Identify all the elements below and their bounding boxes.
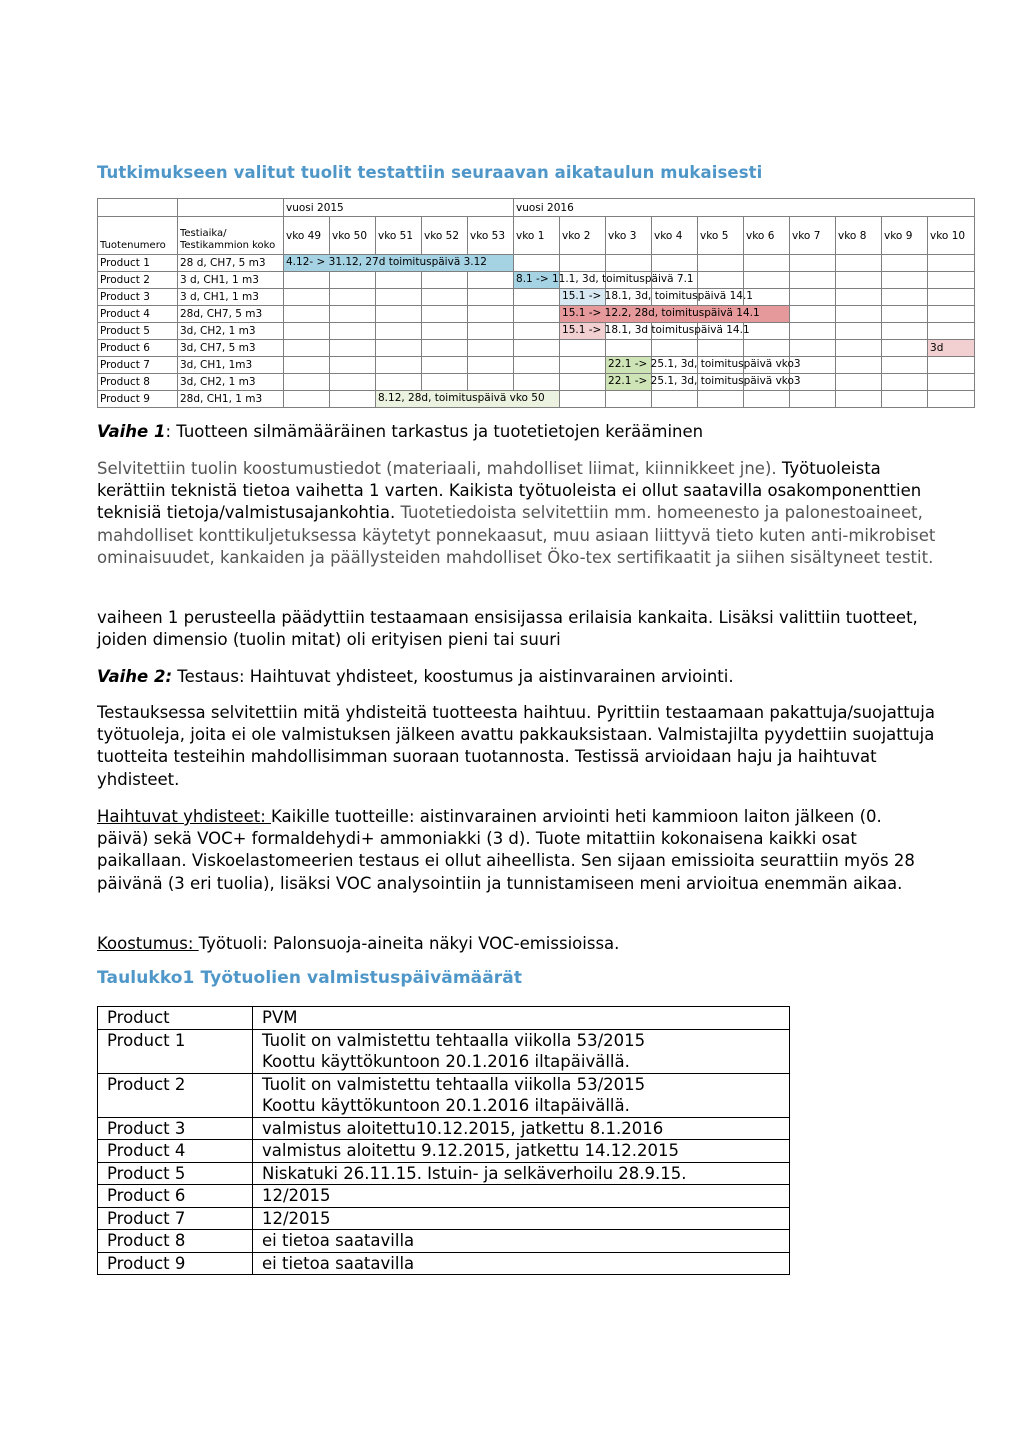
schedule-bar: 8.12, 28d, toimituspäivä vko 50 bbox=[376, 391, 560, 408]
schedule-bar: 22.1 -> 25.1, 3d, toimituspäivä vko3 bbox=[606, 374, 652, 391]
col-test-header: Testiaika/ Testikammion koko bbox=[178, 217, 284, 255]
week-header: vko 53 bbox=[468, 217, 514, 255]
week-header: vko 9 bbox=[882, 217, 928, 255]
test-cell: 3d, CH2, 1 m3 bbox=[178, 374, 284, 391]
table-row bbox=[98, 1140, 790, 1163]
product-cell: Product 1 bbox=[98, 1029, 253, 1073]
week-header: vko 4 bbox=[652, 217, 698, 255]
test-cell: 3 d, CH1, 1 m3 bbox=[178, 289, 284, 306]
schedule-bar: 15.1 -> 12.2, 28d, toimituspäivä 14.1 bbox=[560, 306, 790, 323]
schedule-bar: 15.1 -> 18.1, 3d toimituspäivä 14.1 bbox=[560, 323, 606, 340]
schedule-bar: 22.1 -> 25.1, 3d, toimituspäivä vko3 bbox=[606, 357, 652, 374]
week-header: vko 8 bbox=[836, 217, 882, 255]
table-row bbox=[98, 1230, 790, 1253]
schedule-row bbox=[98, 289, 975, 306]
product-cell: Product 2 bbox=[98, 1073, 253, 1117]
product-cell: Product 3 bbox=[98, 289, 178, 306]
table-header-row bbox=[98, 1007, 790, 1030]
year-2016: vuosi 2016 bbox=[514, 199, 975, 217]
table-caption: Taulukko1 Työtuolien valmistuspäivämäärät bbox=[97, 968, 523, 988]
product-cell: Product 7 bbox=[98, 357, 178, 374]
week-header: vko 2 bbox=[560, 217, 606, 255]
header-empty bbox=[98, 199, 178, 217]
schedule-row bbox=[98, 340, 975, 357]
product-cell: Product 5 bbox=[98, 323, 178, 340]
week-header: vko 5 bbox=[698, 217, 744, 255]
haihtuvat-paragraph: Haihtuvat yhdisteet: Kaikille tuotteille: aistinvarainen arviointi heti kammioon laiton jälkeen (0. päivä) sekä VOC+ formaldehydi+ ammoniakki (3 d). Tuote mitattiin kokonaisena kaikki osat paikallaan. Viskoelastomeerien testaus ei ollut aiheellista. Sen sijaan emissioita seurattiin myös 28 päivänä (3 eri tuolia), lisäksi VOC analysointiin ja tunnistamiseen meni arvioitua enemmän aikaa. bbox=[97, 807, 915, 893]
pvm-cell: 12/2015 bbox=[253, 1185, 790, 1208]
product-cell: Product 6 bbox=[98, 340, 178, 357]
product-cell: Product 4 bbox=[98, 306, 178, 323]
schedule-bar: 4.12- > 31.12, 27d toimituspäivä 3.12 bbox=[284, 255, 514, 272]
vaihe1-paragraph: Selvitettiin tuolin koostumustiedot (materiaali, mahdolliset liimat, kiinnikkeet jne). Työtuoleista kerättiin teknistä tietoa vaihetta 1 varten. Kaikista työtuoleista ei ollut saatavilla osakomponenttien teknisiä tietoja/valmistusajankohtia. Tuotetiedoista selvitettiin mm. homeenesto ja palonestoaineet, mahdolliset konttikuljetuksessa käytetyt ponnekaasut, muu asiaan liittyvä tieto kuten anti-mikrobiset ominaisuudet, kankaiden ja päällysteiden mahdolliset Öko-tex sertifikaatit ja siihen sisältyneet testit. bbox=[97, 459, 936, 567]
product-cell: Product 5 bbox=[98, 1162, 253, 1185]
test-cell: 3 d, CH1, 1 m3 bbox=[178, 272, 284, 289]
vaihe2-heading: Vaihe 2: Testaus: Haihtuvat yhdisteet, koostumus ja aistinvarainen arviointi. bbox=[97, 667, 734, 686]
pvm-cell: ei tietoa saatavilla bbox=[253, 1230, 790, 1253]
schedule-bar: 8.1 -> 11.1, 3d, toimituspäivä 7.1 bbox=[514, 272, 560, 289]
schedule-row bbox=[98, 323, 975, 340]
header-product: Product bbox=[98, 1007, 253, 1030]
product-cell: Product 3 bbox=[98, 1117, 253, 1140]
pvm-cell: Tuolit on valmistettu tehtaalla viikolla 53/2015 Koottu käyttökuntoon 20.1.2016 iltapäivällä. bbox=[253, 1029, 790, 1073]
product-cell: Product 1 bbox=[98, 255, 178, 272]
product-cell: Product 8 bbox=[98, 374, 178, 391]
table-row bbox=[98, 1029, 790, 1073]
schedule-bar: 3d bbox=[928, 340, 975, 357]
table-row bbox=[98, 1185, 790, 1208]
table-row bbox=[98, 1073, 790, 1117]
page-title: Tutkimukseen valitut tuolit testattiin seuraavan aikataulun mukaisesti bbox=[97, 163, 763, 182]
product-cell: Product 4 bbox=[98, 1140, 253, 1163]
test-cell: 3d, CH2, 1 m3 bbox=[178, 323, 284, 340]
week-header: vko 3 bbox=[606, 217, 652, 255]
week-header: vko 7 bbox=[790, 217, 836, 255]
vaihe1-paragraph-2: vaiheen 1 perusteella päädyttiin testaamaan ensisijassa erilaisia kankaita. Lisäksi valittiin tuotteet, joiden dimensio (tuolin mitat) oli erityisen pieni tai suuri bbox=[97, 608, 918, 650]
pvm-cell: 12/2015 bbox=[253, 1207, 790, 1230]
product-cell: Product 8 bbox=[98, 1230, 253, 1253]
week-header: vko 6 bbox=[744, 217, 790, 255]
product-cell: Product 9 bbox=[98, 1252, 253, 1275]
schedule-row bbox=[98, 255, 975, 272]
vaihe2-paragraph: Testauksessa selvitettiin mitä yhdisteitä tuotteesta haihtuu. Pyrittiin testaamaan pakattuja/suojattuja työtuoleja, joita ei ole valmistuksen jälkeen avattu pakkauksistaan. Valmistajilta pyydettiin suojattuja tuotteita testeihin mahdollisimman suoraan tuotannosta. Testissä arvioidaan haju ja haihtuvat yhdisteet. bbox=[97, 703, 935, 789]
test-cell: 28d, CH7, 5 m3 bbox=[178, 306, 284, 323]
header-pvm: PVM bbox=[253, 1007, 790, 1030]
test-cell: 28d, CH1, 1 m3 bbox=[178, 391, 284, 408]
schedule-row bbox=[98, 391, 975, 408]
col-product-header: Tuotenumero bbox=[98, 217, 178, 255]
week-header: vko 52 bbox=[422, 217, 468, 255]
pvm-cell: Tuolit on valmistettu tehtaalla viikolla 53/2015 Koottu käyttökuntoon 20.1.2016 iltapäivällä. bbox=[253, 1073, 790, 1117]
table-row bbox=[98, 1207, 790, 1230]
header-empty bbox=[178, 199, 284, 217]
schedule-row bbox=[98, 306, 975, 323]
koostumus-paragraph: Koostumus: Työtuoli: Palonsuoja-aineita näkyi VOC-emissioissa. bbox=[97, 934, 620, 953]
product-cell: Product 6 bbox=[98, 1185, 253, 1208]
test-cell: 3d, CH7, 5 m3 bbox=[178, 340, 284, 357]
pvm-cell: ei tietoa saatavilla bbox=[253, 1252, 790, 1275]
schedule-row bbox=[98, 357, 975, 374]
schedule-table bbox=[97, 198, 975, 408]
week-header: vko 51 bbox=[376, 217, 422, 255]
product-cell: Product 7 bbox=[98, 1207, 253, 1230]
table-row bbox=[98, 1162, 790, 1185]
schedule-row bbox=[98, 272, 975, 289]
pvm-cell: Niskatuki 26.11.15. Istuin- ja selkäverhoilu 28.9.15. bbox=[253, 1162, 790, 1185]
schedule-row bbox=[98, 374, 975, 391]
product-cell: Product 9 bbox=[98, 391, 178, 408]
table-row bbox=[98, 1252, 790, 1275]
table-row bbox=[98, 1117, 790, 1140]
product-cell: Product 2 bbox=[98, 272, 178, 289]
year-2015: vuosi 2015 bbox=[284, 199, 514, 217]
dates-table bbox=[97, 1006, 790, 1275]
week-header: vko 10 bbox=[928, 217, 975, 255]
vaihe1-heading: Vaihe 1: Tuotteen silmämääräinen tarkastus ja tuotetietojen kerääminen bbox=[97, 422, 704, 441]
test-cell: 28 d, CH7, 5 m3 bbox=[178, 255, 284, 272]
week-header: vko 50 bbox=[330, 217, 376, 255]
week-header: vko 49 bbox=[284, 217, 330, 255]
pvm-cell: valmistus aloitettu 9.12.2015, jatkettu 14.12.2015 bbox=[253, 1140, 790, 1163]
test-cell: 3d, CH1, 1m3 bbox=[178, 357, 284, 374]
week-header: vko 1 bbox=[514, 217, 560, 255]
schedule-bar: 15.1 -> 18.1, 3d, toimituspäivä 14.1 bbox=[560, 289, 606, 306]
pvm-cell: valmistus aloitettu10.12.2015, jatkettu 8.1.2016 bbox=[253, 1117, 790, 1140]
